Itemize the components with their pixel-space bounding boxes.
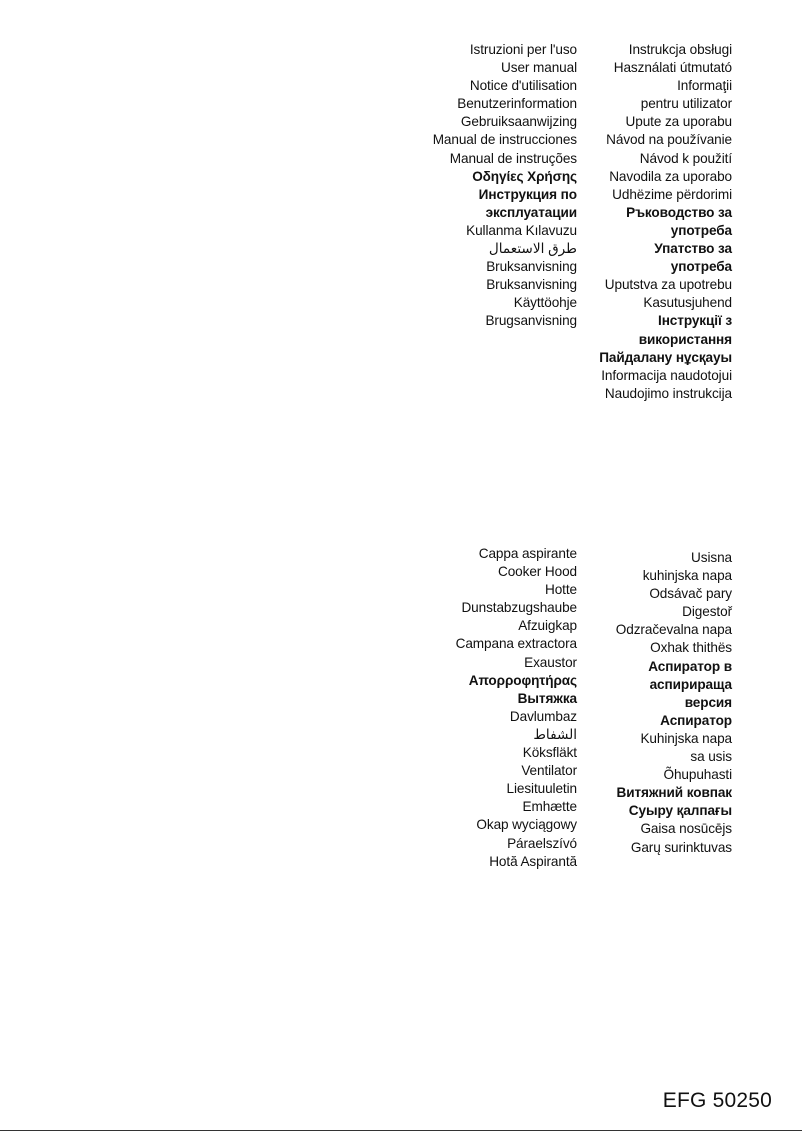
language-line: употреба (670, 222, 732, 238)
language-line: Uputstva za upotrebu (604, 277, 732, 293)
language-line: Απορροφητήρας (468, 672, 577, 688)
language-line: Istruzioni per l'uso (469, 42, 577, 57)
language-line: Упатство за (654, 241, 732, 257)
language-line: Kullanma Kılavuzu (466, 222, 577, 238)
language-line: kuhinjska napa (642, 568, 732, 584)
language-line: Manual de instrucciones (432, 132, 577, 148)
language-line: аспирираща (649, 676, 732, 692)
language-line: Instrukcja obsługi (628, 42, 732, 57)
language-line: Õhupuhasti (663, 767, 732, 783)
language-line: Bruksanvisning (486, 259, 577, 275)
language-line: Benutzerinformation (457, 96, 577, 112)
language-line: Afzuigkap (518, 618, 577, 634)
language-line: Інструкції з (658, 313, 732, 329)
language-line: Cappa aspirante (478, 546, 577, 561)
language-line: Informacija naudotojui (601, 367, 732, 383)
language-line: Gaisa nosūcējs (640, 821, 732, 837)
manual-titles-right-column (599, 41, 732, 403)
language-line: pentru utilizator (640, 96, 732, 112)
language-line: Liesituuletin (506, 781, 577, 797)
model-number: EFG 50250 (662, 1089, 772, 1112)
language-line: версия (684, 694, 732, 710)
language-line: Návod na používanie (606, 132, 732, 148)
language-line: Cooker Hood (498, 564, 577, 580)
language-line: Udhëzime përdorimi (612, 186, 732, 202)
language-line: Davlumbaz (509, 708, 577, 724)
language-line: Páraelszívó (507, 835, 577, 851)
language-line: Витяжний ковпак (616, 785, 732, 801)
language-line: Manual de instruções (449, 150, 577, 166)
language-line: Hotte (545, 582, 577, 598)
language-line: Exaustor (524, 654, 577, 670)
language-line: Campana extractora (455, 636, 577, 652)
language-line: Digestoř (682, 604, 732, 620)
language-line: Upute za uporabu (625, 114, 732, 130)
language-line: Вытяжка (517, 690, 577, 706)
language-line: Odzračevalna napa (615, 622, 732, 638)
language-line: Notice d'utilisation (469, 78, 577, 94)
language-line: Návod k použití (639, 150, 732, 166)
language-line: употреба (670, 259, 732, 275)
language-line: Bruksanvisning (486, 277, 577, 293)
language-line: Пайдалану нұсқауы (599, 349, 732, 365)
manual-titles-left-column (433, 41, 577, 331)
language-line: Аспиратор в (648, 658, 732, 674)
language-line: الشفاط (533, 726, 577, 742)
language-line: Dunstabzugshaube (461, 600, 577, 616)
product-names-right-column (616, 549, 732, 857)
language-line: Emhætte (522, 799, 577, 815)
language-line: Naudojimo instrukcija (604, 385, 732, 401)
language-line: Köksfläkt (522, 745, 577, 761)
language-line: Инструкция по (478, 186, 577, 202)
language-line: Navodila za uporabo (609, 168, 732, 184)
language-line: Аспиратор (660, 712, 732, 728)
language-line: Okap wyciągowy (476, 817, 577, 833)
language-line: sa usis (690, 749, 732, 765)
product-names-left-column (456, 545, 577, 871)
language-line: Garų surinktuvas (630, 839, 732, 855)
language-line: Käyttöohje (513, 295, 577, 311)
language-line: Oxhak thithës (650, 640, 732, 656)
language-line: Hotă Aspirantă (489, 853, 577, 869)
language-line: Használati útmutató (613, 60, 732, 76)
language-line: эксплуатации (485, 204, 577, 220)
language-line: Суыру қалпағы (628, 803, 732, 819)
language-line: Informaţii (677, 78, 732, 94)
language-line: використання (638, 331, 732, 347)
language-line: Brugsanvisning (485, 313, 577, 329)
language-line: User manual (501, 60, 577, 76)
bottom-divider (0, 1130, 802, 1131)
language-line: Kuhinjska napa (640, 730, 732, 746)
language-line: Gebruiksaanwijzing (460, 114, 577, 130)
language-line: Οδηγίες Χρήσης (472, 168, 577, 184)
language-line: طرق الاستعمال (488, 241, 577, 257)
language-line: Odsávač pary (649, 586, 732, 602)
language-line: Usisna (691, 550, 732, 565)
language-line: Ventilator (521, 763, 577, 779)
language-line: Ръководство за (626, 204, 732, 220)
language-line: Kasutusjuhend (643, 295, 732, 311)
